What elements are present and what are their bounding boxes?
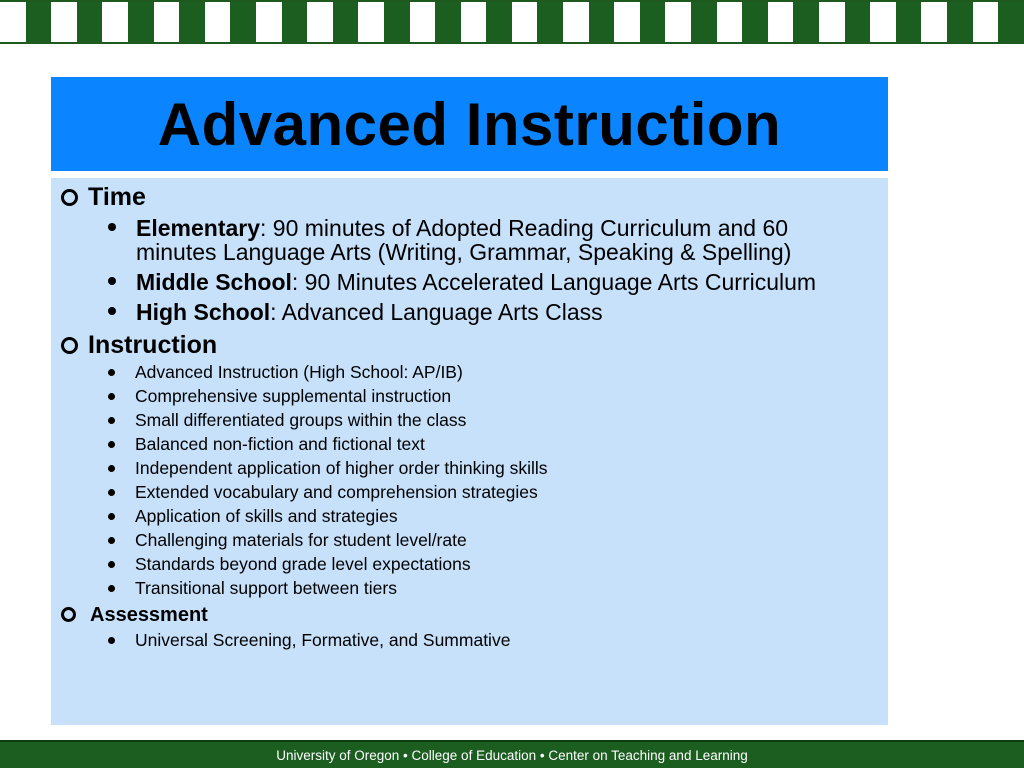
section-assessment xyxy=(61,602,870,628)
list-item xyxy=(61,552,870,576)
checker-square xyxy=(282,2,308,42)
checker-square xyxy=(512,2,538,42)
item-text: Transitional support between tiers xyxy=(135,578,397,598)
item-lead: Elementary xyxy=(136,215,261,241)
checker-square xyxy=(589,2,615,42)
section-heading: Assessment xyxy=(90,604,208,626)
checker-square xyxy=(793,2,819,42)
item-lead: Middle School xyxy=(136,269,292,295)
item-text: Extended vocabulary and comprehension strategies xyxy=(135,482,538,502)
checker-square xyxy=(384,2,410,42)
item-text: : Advanced Language Arts Class xyxy=(270,299,603,325)
checker-square xyxy=(563,2,589,42)
checker-square xyxy=(537,2,563,42)
checker-square xyxy=(333,2,359,42)
checker-square xyxy=(410,2,436,42)
bullet-icon xyxy=(108,489,115,496)
bullet-icon xyxy=(108,561,115,568)
checker-square xyxy=(128,2,154,42)
list-item xyxy=(61,216,870,264)
list-item xyxy=(61,384,870,408)
checker-square xyxy=(0,2,26,42)
checker-square xyxy=(256,2,282,42)
list-item xyxy=(61,628,870,652)
checker-square xyxy=(461,2,487,42)
bullet-icon xyxy=(108,277,116,285)
bullet-icon xyxy=(108,465,115,472)
item-text: Small differentiated groups within the class xyxy=(135,410,467,430)
list-item xyxy=(61,408,870,432)
checker-square xyxy=(870,2,896,42)
top-checker-border xyxy=(0,0,1024,44)
checker-square xyxy=(691,2,717,42)
checker-square xyxy=(896,2,922,42)
checker-square xyxy=(77,2,103,42)
item-lead: High School xyxy=(136,299,271,325)
checker-square xyxy=(358,2,384,42)
checker-square xyxy=(26,2,52,42)
checker-square xyxy=(973,2,999,42)
bullet-icon xyxy=(108,513,115,520)
checker-square xyxy=(179,2,205,42)
item-text: : 90 minutes of Adopted Reading Curriculum and 60 minutes Language Arts (Writing, Grammar, Speaking & Spelling) xyxy=(136,215,792,265)
checker-square xyxy=(665,2,691,42)
item-text: Universal Screening, Formative, and Summative xyxy=(135,630,511,650)
checker-square xyxy=(768,2,794,42)
item-text: Challenging materials for student level/rate xyxy=(135,530,467,550)
list-item xyxy=(61,456,870,480)
list-item xyxy=(61,432,870,456)
checker-square xyxy=(640,2,666,42)
bullet-icon xyxy=(108,393,115,400)
checker-square xyxy=(998,2,1024,42)
checker-square xyxy=(947,2,973,42)
item-text: Comprehensive supplemental instruction xyxy=(135,386,452,406)
bullet-icon xyxy=(108,637,115,644)
bullet-icon xyxy=(108,369,115,376)
list-item xyxy=(61,576,870,600)
list-item xyxy=(61,480,870,504)
footer-bar xyxy=(0,740,1024,768)
list-item xyxy=(61,300,870,324)
bullet-icon xyxy=(108,417,115,424)
bullet-icon xyxy=(108,441,115,448)
item-text: Application of skills and strategies xyxy=(135,506,398,526)
section-time xyxy=(61,182,870,212)
section-heading: Instruction xyxy=(88,331,218,359)
checker-square xyxy=(205,2,231,42)
item-text: Advanced Instruction (High School: AP/IB) xyxy=(135,362,463,382)
bullet-icon xyxy=(108,537,115,544)
list-item xyxy=(61,504,870,528)
checker-square xyxy=(819,2,845,42)
checker-square xyxy=(614,2,640,42)
item-text: Balanced non-fiction and fictional text xyxy=(135,434,425,454)
checker-square xyxy=(717,2,743,42)
item-text: : 90 Minutes Accelerated Language Arts Curriculum xyxy=(291,269,817,295)
bullet-icon xyxy=(108,307,116,315)
checker-square xyxy=(742,2,768,42)
list-item xyxy=(61,270,870,294)
assessment-list xyxy=(61,628,870,652)
checker-square xyxy=(154,2,180,42)
item-text: Standards beyond grade level expectations xyxy=(135,554,471,574)
ring-bullet-icon xyxy=(61,337,78,354)
checker-square xyxy=(230,2,256,42)
checker-square xyxy=(307,2,333,42)
slide-title: Advanced Instruction xyxy=(157,90,782,158)
title-banner xyxy=(51,77,888,171)
item-text: Independent application of higher order thinking skills xyxy=(135,458,548,478)
instruction-list xyxy=(61,360,870,600)
checker-square xyxy=(102,2,128,42)
time-list xyxy=(61,216,870,324)
checker-square xyxy=(845,2,871,42)
ring-bullet-icon xyxy=(61,607,76,622)
bullet-icon xyxy=(108,223,116,231)
checker-square xyxy=(51,2,77,42)
checker-square xyxy=(486,2,512,42)
bullet-icon xyxy=(108,585,115,592)
section-heading: Time xyxy=(88,183,146,211)
checker-square xyxy=(435,2,461,42)
content-panel xyxy=(51,178,888,725)
ring-bullet-icon xyxy=(61,189,78,206)
checker-square xyxy=(921,2,947,42)
list-item xyxy=(61,528,870,552)
section-instruction xyxy=(61,330,870,360)
footer-text: University of Oregon • College of Education • Center on Teaching and Learning xyxy=(276,747,748,763)
list-item xyxy=(61,360,870,384)
